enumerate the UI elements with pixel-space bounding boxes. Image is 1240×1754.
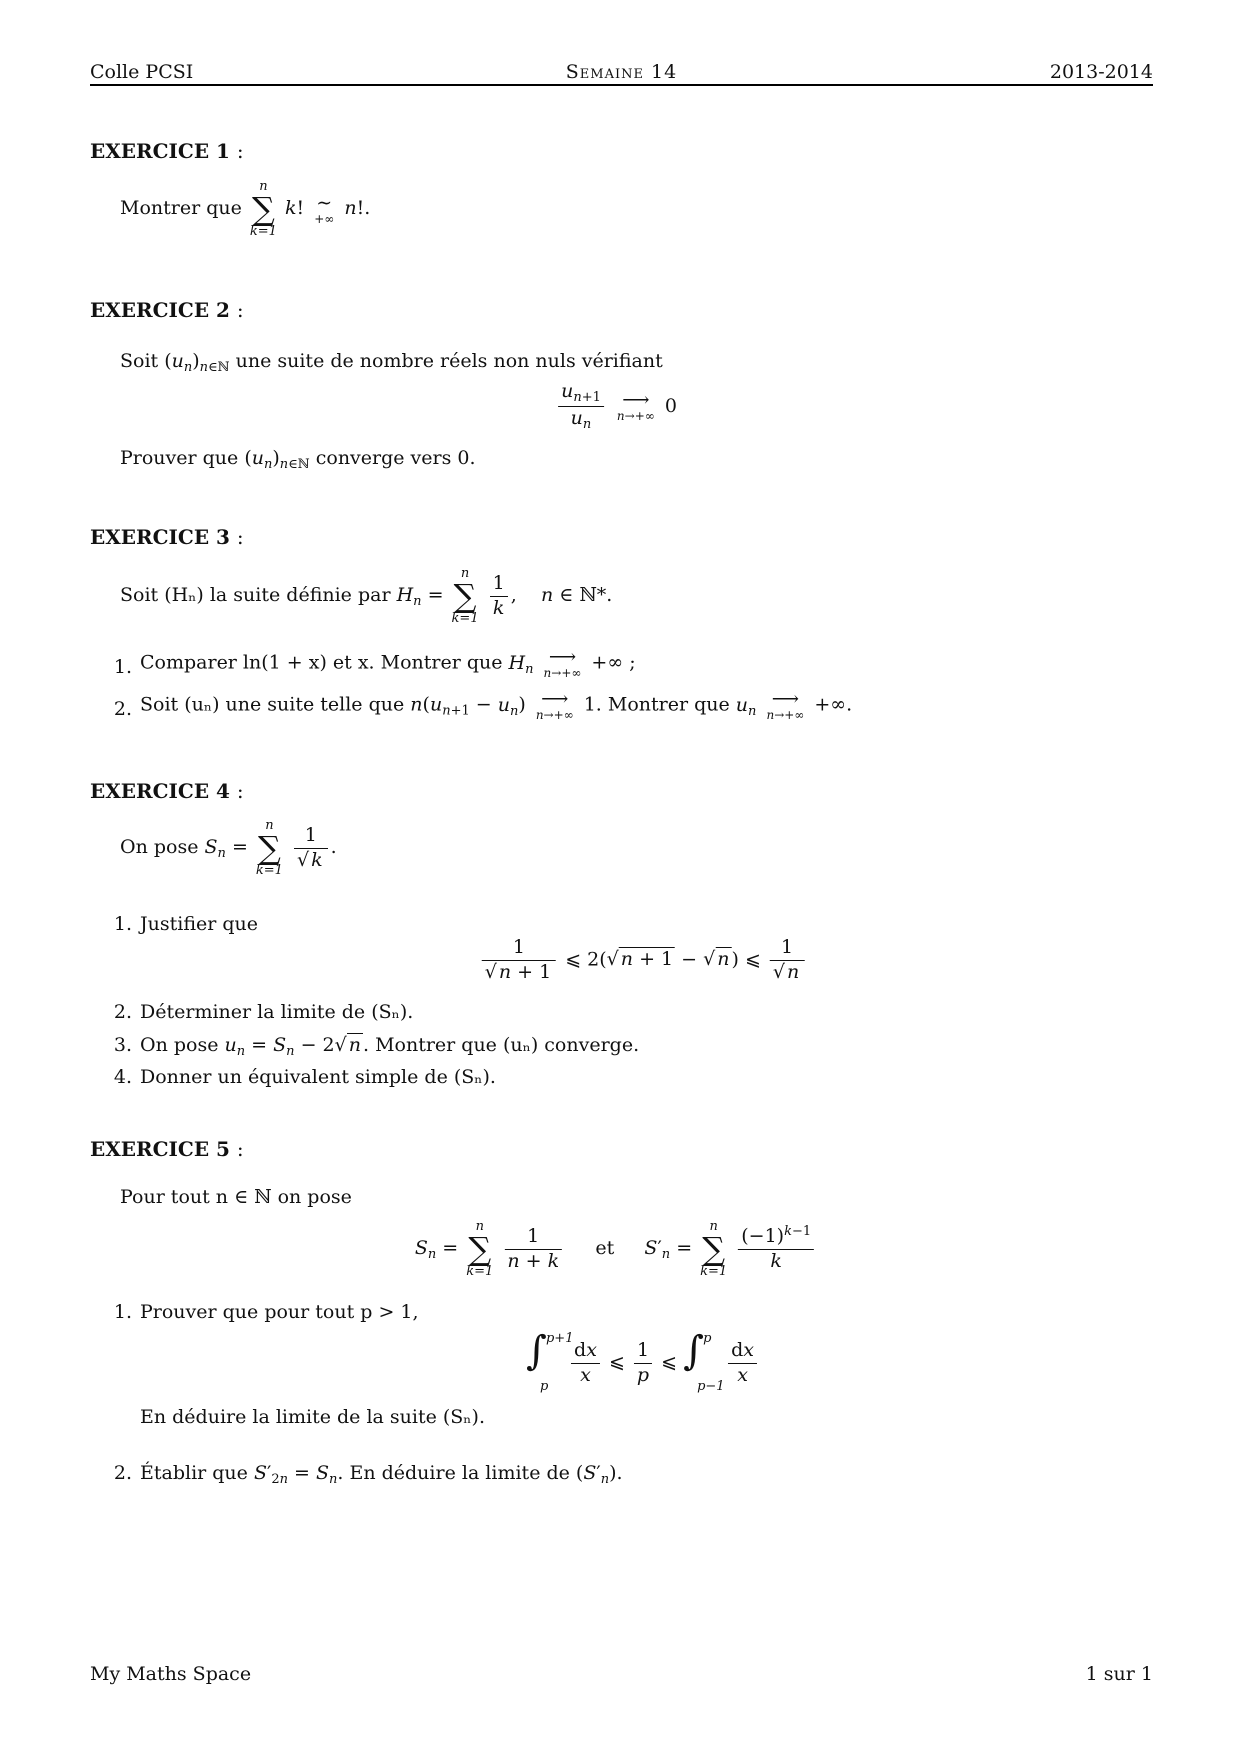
- exercise-3-title: EXERCICE 3 :: [90, 525, 244, 549]
- header-left: Colle PCSI: [90, 61, 194, 83]
- ex3-q2-number: 2.: [113, 698, 132, 720]
- exercise-2-title: EXERCICE 2 :: [90, 298, 244, 322]
- exercise-5-question-2: Établir que $S'_{2n} = S_n$. En déduire la limite de $(S'_n)$.: [140, 1462, 623, 1487]
- equivalent-symbol: ∼ +∞: [314, 191, 335, 226]
- exercise-4-question-2: Déterminer la limite de (Sₙ).: [140, 1001, 414, 1023]
- exercise-4-title: EXERCICE 4 :: [90, 779, 244, 803]
- ex4-q1-number: 1.: [113, 913, 132, 935]
- page-header: [90, 60, 1153, 86]
- ex4-q3-number: 3.: [113, 1034, 132, 1056]
- exercise-2-conclusion: Prouver que $(u_n)_{n\in ℕ}$ converge vers 0.: [120, 447, 476, 472]
- header-center: Semaine 14: [565, 61, 678, 83]
- ex3-q1-number: 1.: [113, 656, 132, 678]
- exercise-1-statement: Montrer que n ∑ k=1 k! ∼ +∞ n!.: [120, 179, 371, 239]
- exercise-2-formula: $\frac{u_{n+1}}{u_n}$ ⟶ n→+∞ 0: [555, 380, 677, 434]
- exercise-3-intro: Soit (Hₙ) la suite définie par $H_n$ = n ∑ k=1 $\frac{1}{k}$ , n ∈ ℕ*.: [120, 566, 613, 626]
- footer-left: My Maths Space: [90, 1663, 252, 1685]
- exercise-5-intro: Pour tout n ∈ ℕ on pose: [120, 1186, 352, 1208]
- exercise-5-definitions: $S_n$ = n ∑ k=1 $\frac{1}{n + k}$ et $S'_n$ = n ∑ k=1 $\frac{(-1)^{k-1}}{k}$: [415, 1220, 817, 1278]
- exercise-3-question-2: Soit (uₙ) une suite telle que $n(u_{n+1} - u_n)$ ⟶ n→+∞ 1. Montrer que $u_n$ ⟶ n→+∞ +∞.: [140, 688, 853, 722]
- ex4-q4-number: 4.: [113, 1066, 132, 1088]
- exercise-3-question-1: Comparer ln(1 + x) et x. Montrer que $H_n$ ⟶ n→+∞ +∞ ;: [140, 646, 636, 680]
- exercise-5-integral-inequality: ∫ p+1 p $\frac{dx}{x}$ ⩽ $\frac{1}{p}$ ⩽ ∫ p p−1 $\frac{dx}{x}$: [526, 1335, 760, 1391]
- exercise-5-question-1: Prouver que pour tout p > 1,: [140, 1301, 419, 1323]
- exercise-5-title: EXERCICE 5 :: [90, 1137, 244, 1161]
- exercise-4-question-3: On pose $u_n = S_n - 2√$ n . Montrer que (uₙ) converge.: [140, 1034, 640, 1059]
- ex1-text: Montrer que: [120, 197, 242, 219]
- exercise-4-inequality: $\frac{1}{√ n + 1}$ ⩽ 2(√ n + 1 − √ n ) ⩽ $\frac{1}{√ n}$: [479, 936, 808, 985]
- ex5-q2-number: 2.: [113, 1462, 132, 1484]
- page-footer: [90, 1662, 1153, 1686]
- ex5-q1-number: 1.: [113, 1301, 132, 1323]
- exercise-2-intro: Soit $(u_n)_{n\in ℕ}$ une suite de nombre réels non nuls vérifiant: [120, 350, 663, 375]
- header-right: 2013-2014: [1049, 61, 1153, 83]
- footer-right: 1 sur 1: [1085, 1663, 1153, 1685]
- exercise-1-title: EXERCICE 1 :: [90, 139, 244, 163]
- ex4-q2-number: 2.: [113, 1001, 132, 1023]
- exercise-5-question-1-conclusion: En déduire la limite de la suite (Sₙ).: [140, 1406, 485, 1428]
- sum-symbol: n ∑ k=1: [249, 179, 277, 239]
- exercise-4-intro: On pose $S_n$ = n ∑ k=1 $\frac{1}{√ k}$ .: [120, 818, 337, 878]
- exercise-4-question-4: Donner un équivalent simple de (Sₙ).: [140, 1066, 496, 1088]
- exercise-4-question-1: Justifier que: [140, 913, 258, 935]
